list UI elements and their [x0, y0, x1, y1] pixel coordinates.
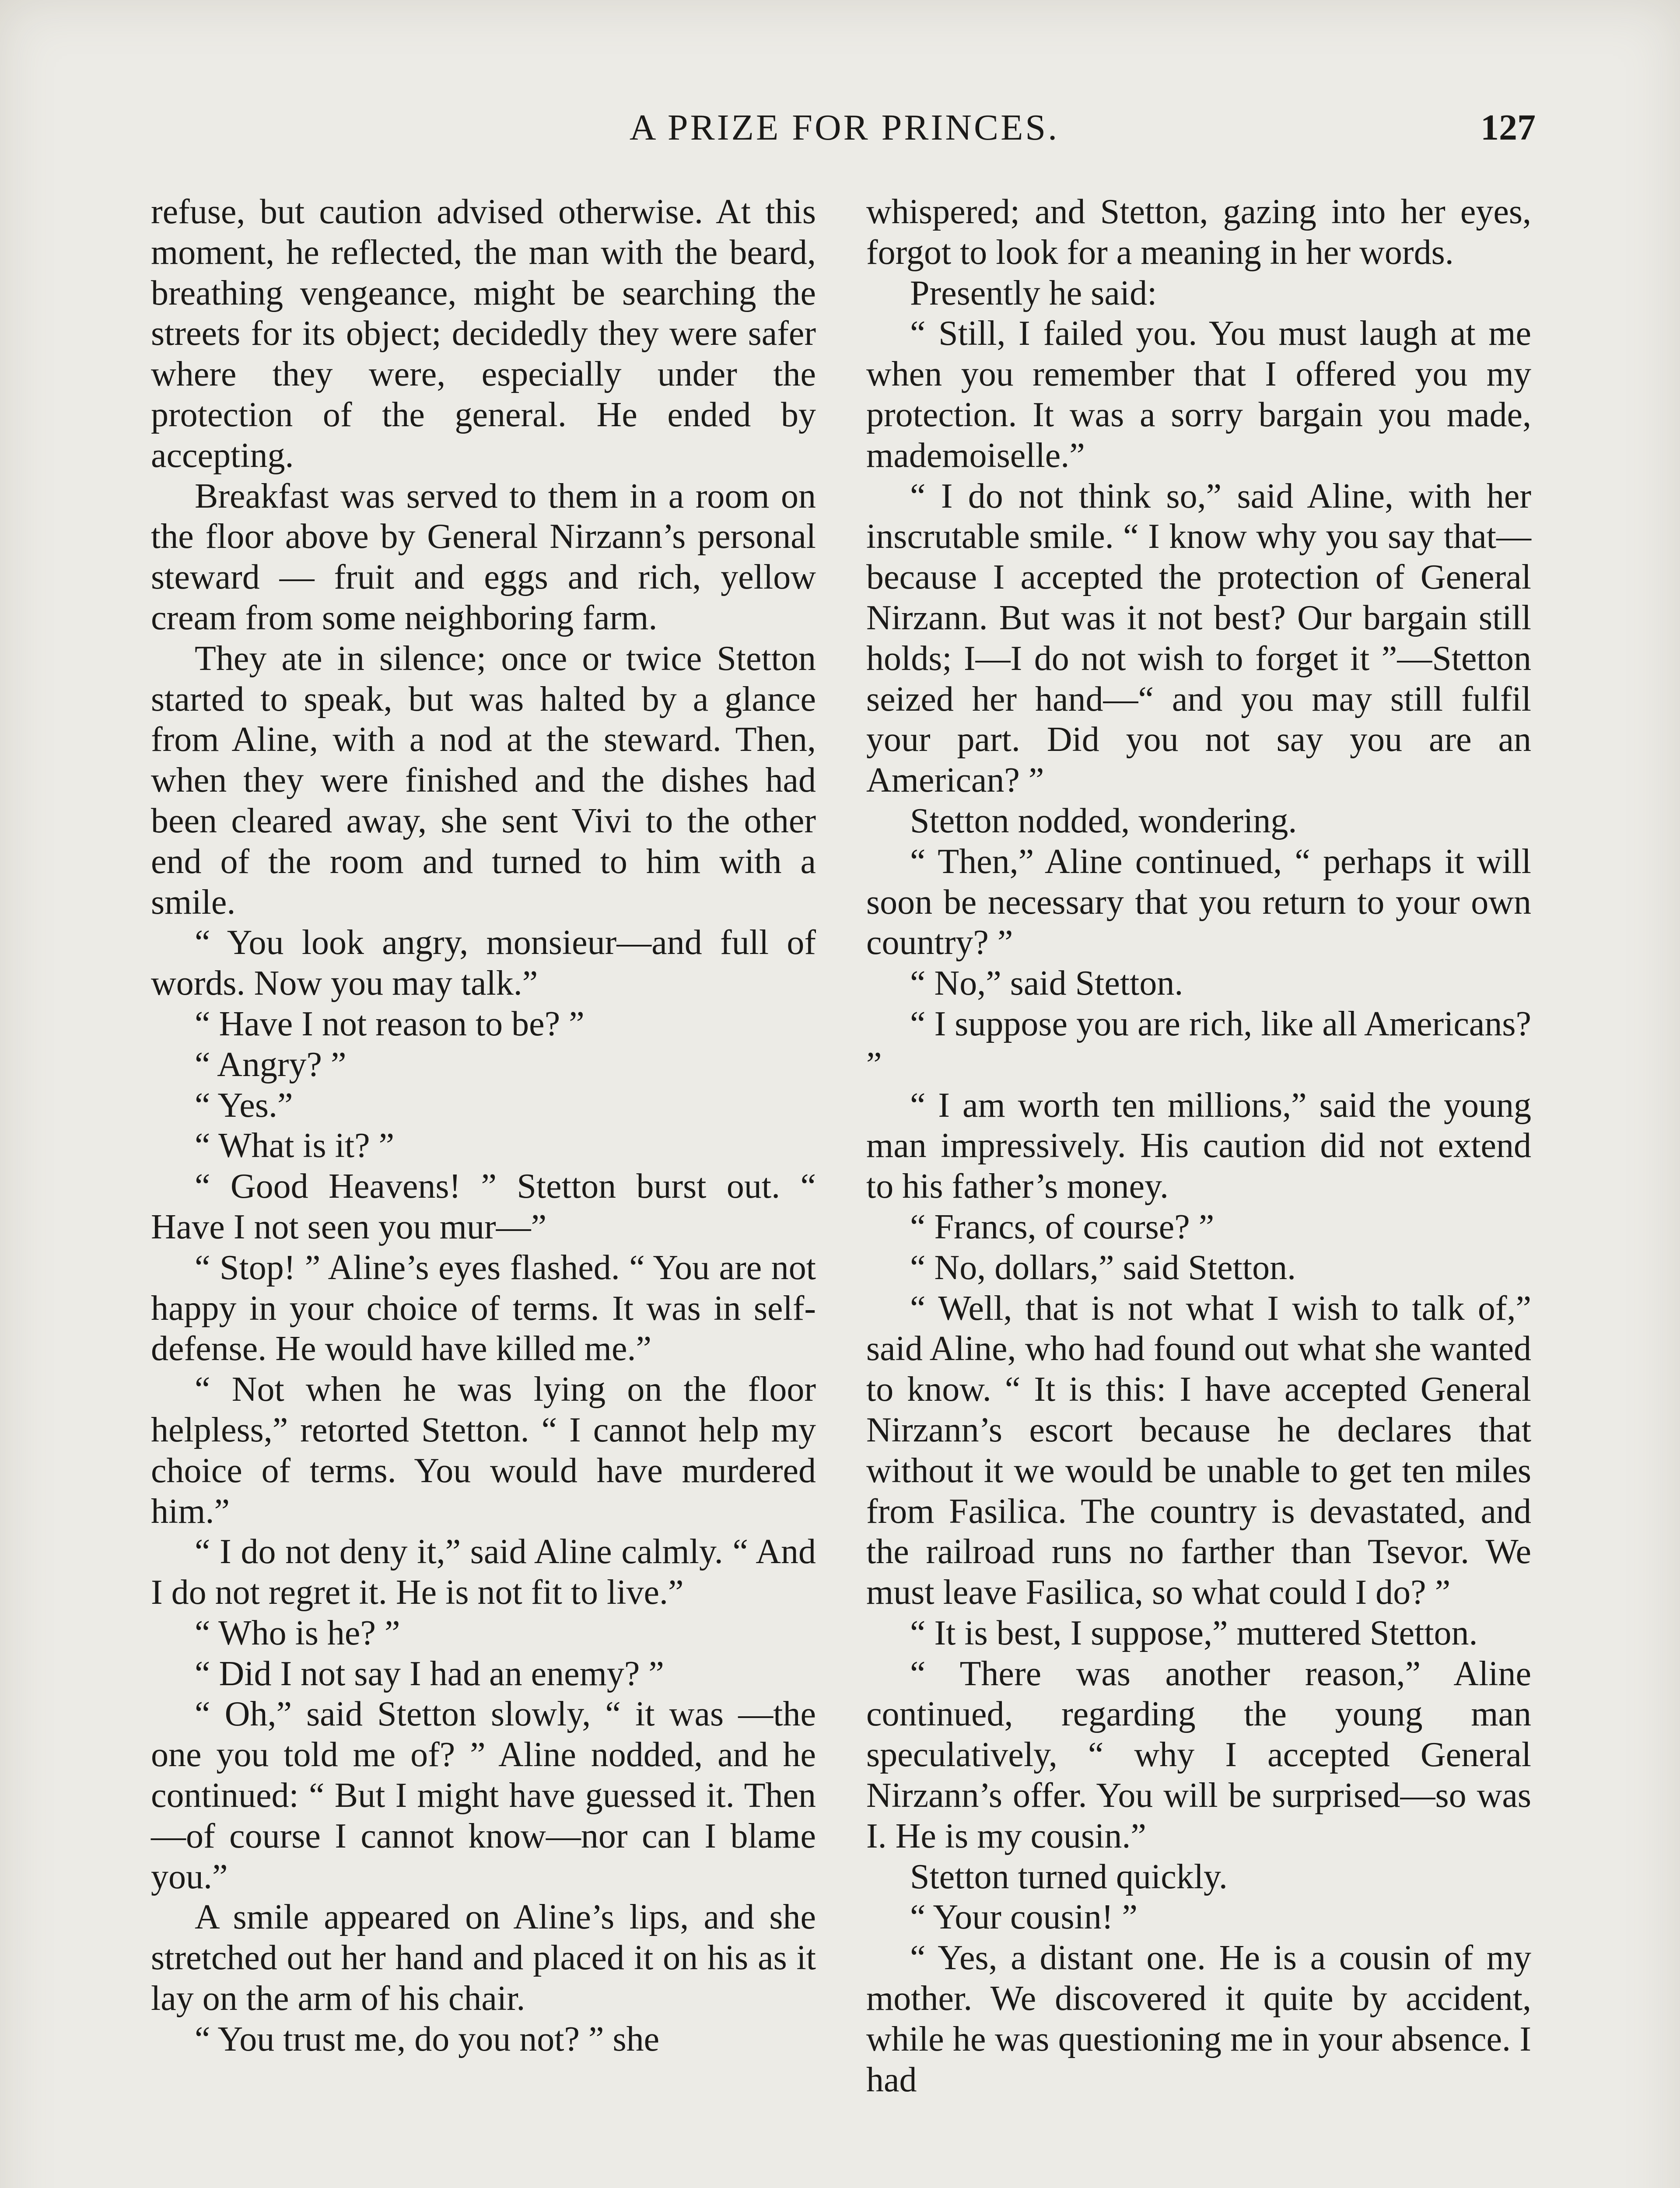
paragraph: refuse, but caution advised otherwise. At this moment, he reflected, the man with the beard, breathing vengeance, might be searching the streets for its object; decidedly they were safer where they were, especially under the protection of the general. He ended by accepting.: [151, 193, 816, 475]
paragraph: “ Who is he? ”: [195, 1613, 400, 1652]
paragraph: They ate in silence; once or twice Stetton started to speak, but was halted by a glance from Aline, with a nod at the steward. Then, when they were finished and the dishes had been cleared away, she sent Vivi to the other end of the room and turned to him with a smile.: [151, 639, 816, 922]
paragraph: “ You look angry, monsieur—and full of words. Now you may talk.”: [151, 923, 816, 1003]
paragraph: “ No, dollars,” said Stetton.: [910, 1248, 1296, 1287]
paragraph: “ No,” said Stetton.: [910, 964, 1183, 1003]
paragraph: “ I do not think so,” said Aline, with her inscrutable smile. “ I know why you say that—because I accepted the protection of General Nirzann. But was it not best? Our bargain still holds; I—I do not wish to forget it ”—Stetton seized her hand—“ and you may still fulfil your part. Did you not say you are an American? ”: [866, 477, 1531, 800]
paragraph: “ Stop! ” Aline’s eyes flashed. “ You are not happy in your choice of terms. It was in self-defense. He would have killed me.”: [151, 1248, 816, 1368]
paragraph: “ It is best, I suppose,” muttered Stetton.: [910, 1613, 1478, 1652]
paragraph: “ Did I not say I had an enemy? ”: [195, 1654, 664, 1693]
paragraph: “ There was another reason,” Aline continued, regarding the young man speculatively, “ why I accepted General Nirzann’s offer. You will be surprised—so was I. He is my cousin.”: [866, 1654, 1531, 1855]
paragraph: “ Have I not reason to be? ”: [195, 1004, 584, 1043]
paragraph: “ Then,” Aline continued, “ perhaps it will soon be necessary that you return to your own country? ”: [866, 842, 1531, 962]
paragraph: whispered; and Stetton, gazing into her eyes, forgot to look for a meaning in her words.: [866, 193, 1531, 272]
paragraph: “ Oh,” said Stetton slowly, “ it was —the one you told me of? ” Aline nodded, and he continued: “ But I might have guessed it. Then—of course I cannot know—nor can I blame you.”: [151, 1695, 816, 1896]
left-text-column: [151, 192, 816, 2060]
paragraph: Presently he said:: [910, 274, 1157, 312]
page-number: 127: [1480, 107, 1536, 148]
paragraph: “ I do not deny it,” said Aline calmly. “ And I do not regret it. He is not fit to live.”: [151, 1532, 816, 1612]
paragraph: “ Your cousin! ”: [910, 1898, 1138, 1937]
paragraph: “ What is it? ”: [195, 1126, 395, 1165]
paragraph: “ Not when he was lying on the floor helpless,” retorted Stetton. “ I cannot help my choice of terms. You would have murdered him.”: [151, 1370, 816, 1531]
paragraph: “ Francs, of course? ”: [910, 1207, 1214, 1246]
paragraph: “ Yes, a distant one. He is a cousin of my mother. We discovered it quite by accident, while he was questioning me in your absence. I had: [866, 1939, 1531, 2099]
paragraph: “ You trust me, do you not? ” she: [195, 2020, 660, 2058]
page-header: [0, 102, 1680, 154]
running-title: A PRIZE FOR PRINCES.: [629, 107, 1060, 148]
paragraph: “ I suppose you are rich, like all Americans? ”: [866, 1004, 1531, 1084]
paragraph: “ I am worth ten millions,” said the young man impressively. His caution did not extend to his father’s money.: [866, 1086, 1531, 1206]
paragraph: “ Yes.”: [195, 1086, 293, 1125]
paragraph: Stetton nodded, wondering.: [910, 801, 1297, 840]
paragraph: “ Well, that is not what I wish to talk of,” said Aline, who had found out what she wanted to know. “ It is this: I have accepted General Nirzann’s escort because he declares that without it we would be unable to get ten miles from Fasilica. The country is devastated, and the railroad runs no farther than Tsevor. We must leave Fasilica, so what could I do? ”: [866, 1289, 1531, 1612]
paragraph: Stetton turned quickly.: [910, 1857, 1228, 1896]
right-text-column: [866, 192, 1531, 2100]
paragraph: Breakfast was served to them in a room on the floor above by General Nirzann’s personal steward — fruit and eggs and rich, yellow cream from some neighboring farm.: [151, 477, 816, 637]
paragraph: “ Still, I failed you. You must laugh at me when you remember that I offered you my protection. It was a sorry bargain you made, mademoiselle.”: [866, 314, 1531, 475]
paragraph: “ Angry? ”: [195, 1045, 346, 1084]
paragraph: A smile appeared on Aline’s lips, and she stretched out her hand and placed it on his as it lay on the arm of his chair.: [151, 1898, 816, 2018]
paragraph: “ Good Heavens! ” Stetton burst out. “ Have I not seen you mur—”: [151, 1167, 816, 1246]
